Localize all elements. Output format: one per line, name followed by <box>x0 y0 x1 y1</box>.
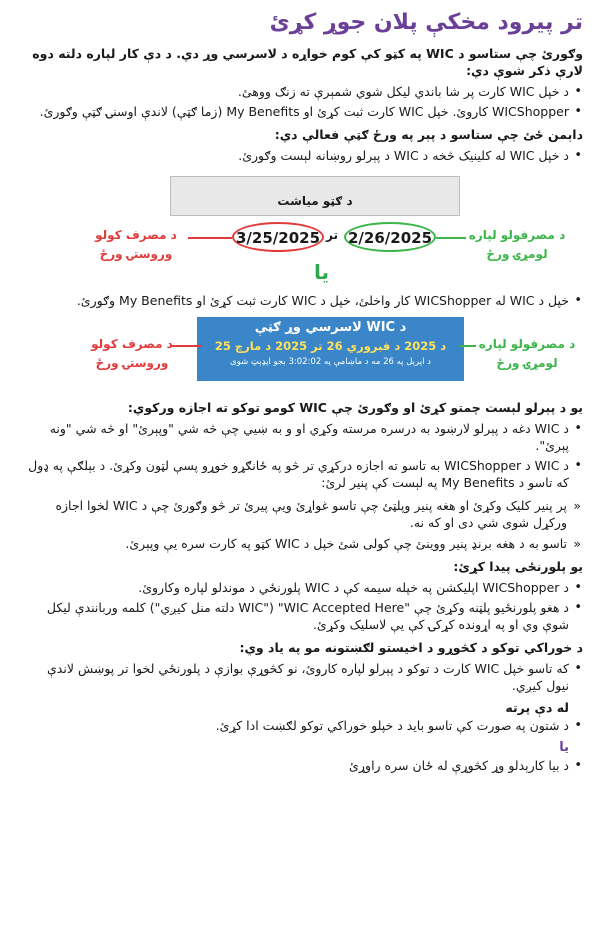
benefits-card-updated: د اپرېل په 26 مه د ماښامې په 3:02:02 بجو اپډېټ شوی <box>230 357 431 367</box>
end-date-label: د مصرف کولو وروستۍ ورځ <box>95 228 177 261</box>
bags-heading: د خوراکي توکو د کڅوړو د اخیستو لګښتونه مو په یاد وي: <box>239 640 583 655</box>
start-date: 2/26/2025 <box>344 222 436 252</box>
benefits-card-title: د WIC لاسرسي وړ ګټې <box>254 320 407 335</box>
dates-list-2 <box>22 292 583 309</box>
otherwise-label: له دې پرته <box>505 700 569 715</box>
list-item: • د بیا کارېدلو وړ کڅوړې له ځان سره راوړئ <box>22 757 569 774</box>
list-item: • د هغو پلورنځیو پلټنه وکړئ چې "WIC Accepted Here" ("WIC دلته منل کیږي") کلمه وربانندې لیکل شوې وي او په اړونده کړکۍ کې یې لاسلیک وکړئ. <box>22 599 569 633</box>
sub-item: « پر پنیر کلیک وکړئ او هغه پنیر وپلټئ چې تاسو غواړئ ویې پیرئ تر څو وګورئ چې د WIC لخوا اجازه ورکړل شوی شي دی او که نه. <box>22 497 567 531</box>
benefits-card-range: د 2025 د فبروري 26 تر 2025 د مارچ 25 <box>214 339 447 353</box>
list-item: • که تاسو خپل WIC کارت د توکو د پېرلو لپاره کاروئ، نو کڅوړې بوازې د پلورنځي لخوا تر پوښش لاندې نیول کیږي. <box>22 660 569 694</box>
dates-heading: داېمن ځئ چې ستاسو د پېر په ورځ ګټې فعالې دي: <box>274 127 583 142</box>
list-item: • WICShopper کاروئ. خپل WIC کارت ثبت کړئ او My Benefits (زما ګټې) لاندې اوسنۍ ګټې وګورئ. <box>22 103 569 120</box>
date-range <box>232 222 432 252</box>
or-label: یا <box>314 260 330 284</box>
benefit-month-figure <box>22 170 583 288</box>
benefit-month-header: د ګټو میاشت <box>170 176 460 216</box>
end-date-label: د مصرف کولو وروستۍ ورځ <box>91 337 173 370</box>
bags-list-3 <box>22 757 583 774</box>
end-connector-line <box>188 237 232 239</box>
benefits-card-figure <box>22 315 583 389</box>
list-item: • د WIC دغه د پېرلو لارښود به درسره مرسته وکړي او و به ښيي چې څه شي "وپېرئ" او څه شي "ونه پېرئ". <box>22 420 569 454</box>
end-date: 3/25/2025 <box>232 222 324 252</box>
list-item: • د شتون په صورت کې تاسو باید د خپلو خوراکي توکو لګښت ادا کړئ. <box>22 717 569 734</box>
list-item: • د WIC د WICShopper به تاسو ته اجازه درکړي تر څو په ځانګړو خوړو پسې لټون وکړئ. د بېلګې په ډول که تاسو د My Benefits په لېست کې پنیر لرئ: <box>22 457 569 491</box>
list-item: • د خپل WIC کارت پر شا باندي لیکل شوي شمېرې ته زنګ ووهئ. <box>22 83 569 100</box>
bags-list-2 <box>22 717 583 734</box>
list-item: • د WICShopper اپلیکشن په خپله سیمه کې د WIC پلورنځي د موندلو لپاره وکاروئ. <box>22 579 569 596</box>
list-item: • خپل د WIC له WICShopper کار واخلئ، خپل د WIC کارت ثبت کړئ او My Benefits وګورئ. <box>22 292 569 309</box>
intro-heading: وګورئ چې ستاسو د WIC په کټو کې کوم خواړه د لاسرسي وړ دي. د دې کار لپاره دلته دوه لارې ذکر شوې دي: <box>32 46 583 78</box>
list-item: • د خپل WIC له کلینیک څخه د WIC د پېرلو روښانه لېست وګورئ. <box>22 147 569 164</box>
date-connector: تر <box>326 228 338 242</box>
bags-list <box>22 660 583 694</box>
or-label: یا <box>559 740 569 755</box>
store-list <box>22 579 583 633</box>
start-date-label: د مصرفولو لپاره لومړۍ ورځ <box>478 337 576 370</box>
sub-item: « تاسو به د هغه برنډ پنیر ووینئ چې کولی شئ خپل د WIC کټو په کارت سره یې وپېرئ. <box>22 535 567 552</box>
shopping-list-heading: یو د پېرلو لېست چمتو کړئ او وګورئ چې WIC کومو توکو ته اجازه ورکوي: <box>127 400 583 415</box>
page-title: تر پیرود مخکې پلان جوړ کړئ <box>269 10 583 35</box>
start-date-label: د مصرفولو لپاره لومړۍ ورځ <box>468 228 566 261</box>
dates-list <box>22 147 583 164</box>
intro-list <box>22 83 583 120</box>
store-heading: یو پلورنځی پیدا کړئ: <box>453 559 583 574</box>
benefits-card <box>197 317 464 381</box>
shopping-list <box>22 420 583 491</box>
